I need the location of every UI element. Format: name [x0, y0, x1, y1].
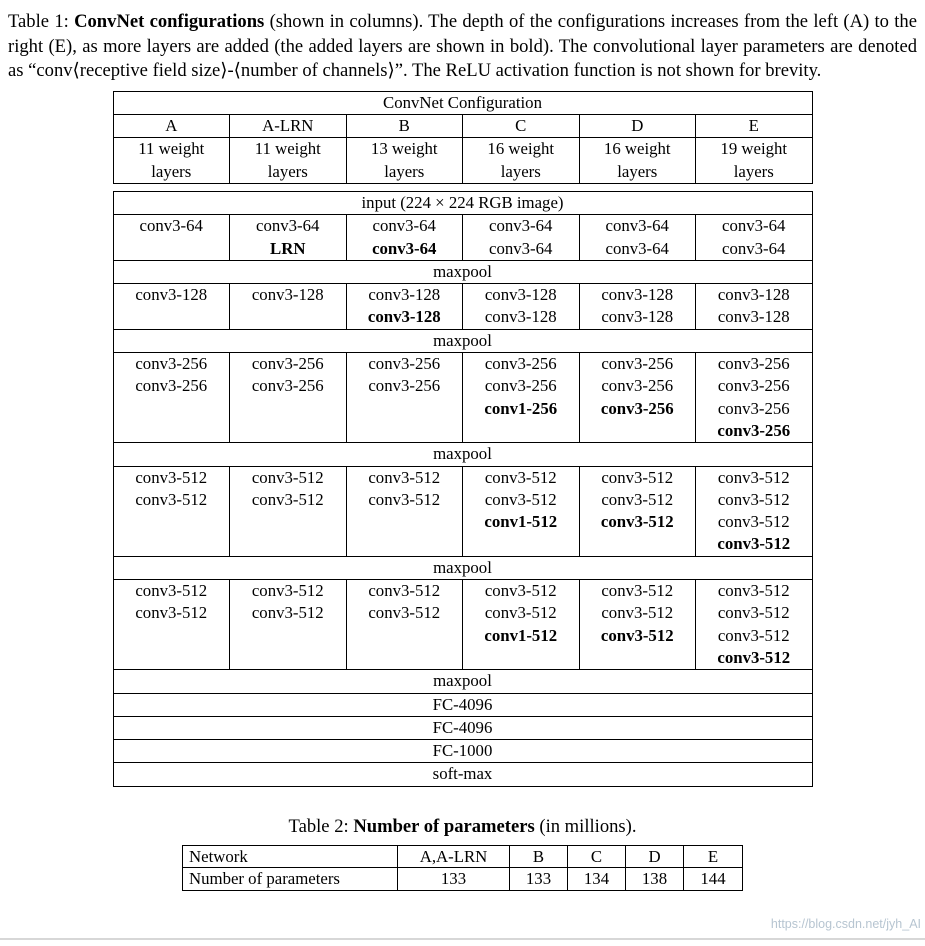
layer-entry: conv3-64 [722, 238, 786, 258]
config-name-e: E [696, 115, 813, 138]
maxpool-row [113, 260, 812, 283]
layer-entry: conv3-128 [601, 285, 674, 305]
table2-value: 134 [568, 868, 626, 890]
weight-layers-row [113, 138, 812, 184]
layer-entry: conv3-512 [601, 603, 674, 623]
layer-entry: conv3-512 [717, 581, 790, 601]
conv-block-row [113, 215, 812, 261]
conv-block-cell-b [346, 353, 463, 443]
conv-block-cell-a-lrn [230, 466, 347, 556]
maxpool-row [113, 443, 812, 466]
layer-entry: conv3-64 [256, 216, 320, 236]
weight-layers-line: 16 weight [603, 139, 671, 159]
layer-entry: conv3-256 [251, 376, 324, 396]
layer-entry: conv3-512 [600, 512, 674, 532]
layer-entry: conv3-256 [600, 398, 674, 418]
layer-entry: conv3-128 [367, 307, 441, 327]
config-name-a: A [113, 115, 230, 138]
layer-entry: conv3-64 [372, 216, 436, 236]
fc-4096-row [113, 716, 812, 739]
layer-entry: conv3-512 [484, 603, 557, 623]
layer-entry: conv3-512 [251, 489, 324, 509]
layer-entry: conv3-512 [717, 467, 790, 487]
layer-entry: conv3-512 [135, 489, 208, 509]
table1-caption [8, 10, 917, 84]
conv-block-cell-a [113, 353, 230, 443]
table2-caption-prefix: Table 2: [288, 815, 354, 837]
table1-caption-rest: (shown in columns). The depth of the configurations increases from the left (A) to the right (E), as more layers are added (the added layers are shown in bold). The convolutional layer parameters are denoted as “conv⟨receptive field size⟩-⟨number of channels⟩”. The ReLU activation function is not shown for brevity. [8, 11, 917, 82]
conv-block-row [113, 466, 812, 556]
layer-entry: conv3-512 [717, 512, 790, 532]
layer-entry: conv3-256 [601, 354, 674, 374]
weight-layers-a-lrn [230, 138, 347, 184]
conv-block-cell-e [696, 353, 813, 443]
table2-value: B [510, 845, 568, 867]
conv-block-cell-a-lrn [230, 580, 347, 670]
table2-value: 133 [510, 868, 568, 890]
fc-4096-row [113, 693, 812, 716]
maxpool-row [113, 670, 812, 693]
table1-caption-bold: ConvNet configurations [74, 11, 265, 32]
maxpool-cell: maxpool [113, 260, 812, 283]
layer-entry: conv3-512 [717, 603, 790, 623]
table2-value: 138 [626, 868, 684, 890]
weight-layers-b [346, 138, 463, 184]
table2 [182, 845, 743, 891]
layer-entry: conv3-64 [722, 216, 786, 236]
conv-block-cell-a [113, 580, 230, 670]
conv-block-cell-e [696, 580, 813, 670]
conv-block-cell-b [346, 215, 463, 261]
weight-layers-d [579, 138, 696, 184]
layer-entry: conv3-512 [368, 467, 441, 487]
conv-block-cell-a-lrn [230, 215, 347, 261]
conv-block-cell-c [463, 215, 580, 261]
table2-row [183, 868, 743, 890]
table2-label-number-of-parameters: Number of parameters [183, 868, 398, 890]
conv-block-cell-d [579, 215, 696, 261]
layer-entry: conv3-128 [251, 285, 324, 305]
layer-entry: conv3-512 [135, 603, 208, 623]
layer-entry: conv3-256 [368, 376, 441, 396]
layer-entry: conv3-128 [717, 307, 790, 327]
layer-entry: conv3-128 [717, 285, 790, 305]
layer-entry: conv3-512 [717, 489, 790, 509]
layer-entry: conv3-512 [135, 581, 208, 601]
layer-entry: conv3-64 [489, 238, 553, 258]
fc-1000-cell: FC-1000 [113, 740, 812, 763]
table2-value: C [568, 845, 626, 867]
soft-max-cell: soft-max [113, 763, 812, 786]
config-name-c: C [463, 115, 580, 138]
table2-value: 133 [398, 868, 510, 890]
bottom-divider [0, 938, 925, 940]
layer-entry: conv3-256 [717, 376, 790, 396]
layer-entry: conv3-512 [717, 625, 790, 645]
weight-layers-line: layers [733, 161, 774, 181]
table1-title: ConvNet Configuration [113, 91, 812, 114]
layer-entry: conv3-128 [601, 307, 674, 327]
layer-entry: conv3-256 [368, 354, 441, 374]
layer-entry: conv3-256 [251, 354, 324, 374]
layer-entry: conv3-512 [251, 581, 324, 601]
weight-layers-a [113, 138, 230, 184]
layer-entry: conv3-512 [484, 489, 557, 509]
layer-entry: conv3-512 [717, 534, 791, 554]
conv-block-cell-c [463, 353, 580, 443]
table1-title-row [113, 91, 812, 114]
layer-entry: conv3-64 [605, 238, 669, 258]
conv-block-cell-b [346, 580, 463, 670]
conv-block-cell-a-lrn [230, 353, 347, 443]
layer-entry: conv1-512 [484, 512, 558, 532]
layer-entry: conv3-256 [135, 354, 208, 374]
layer-entry: conv3-512 [484, 581, 557, 601]
maxpool-cell: maxpool [113, 556, 812, 579]
table2-value: A,A-LRN [398, 845, 510, 867]
layer-entry: conv3-128 [135, 285, 208, 305]
table2-label-network: Network [183, 845, 398, 867]
conv-block-cell-a [113, 215, 230, 261]
weight-layers-c [463, 138, 580, 184]
layer-entry: conv3-256 [717, 398, 790, 418]
conv-block-cell-e [696, 284, 813, 330]
table2-value: 144 [684, 868, 743, 890]
maxpool-cell: maxpool [113, 329, 812, 352]
layer-entry: conv3-256 [135, 376, 208, 396]
layer-entry: conv3-512 [484, 467, 557, 487]
conv-block-cell-e [696, 466, 813, 556]
layer-entry: conv3-128 [484, 285, 557, 305]
conv-block-cell-a-lrn [230, 284, 347, 330]
weight-layers-line: layers [151, 161, 192, 181]
layer-entry: conv3-512 [368, 581, 441, 601]
conv-block-row [113, 353, 812, 443]
layer-entry: conv3-256 [484, 376, 557, 396]
layer-entry: conv3-256 [717, 420, 791, 440]
conv-block-cell-a [113, 466, 230, 556]
layer-entry: conv3-512 [251, 603, 324, 623]
layer-entry: conv3-128 [368, 285, 441, 305]
input-224-224-rgb-image-row [113, 191, 812, 214]
table2-caption-bold: Number of parameters [353, 815, 535, 837]
conv-block-cell-c [463, 580, 580, 670]
weight-layers-e [696, 138, 813, 184]
table2-value: D [626, 845, 684, 867]
layer-entry: conv1-512 [484, 625, 558, 645]
table2-row [183, 845, 743, 867]
layer-entry: conv3-512 [251, 467, 324, 487]
layer-entry: conv3-512 [717, 647, 791, 667]
layer-entry: conv3-512 [135, 467, 208, 487]
input-224-224-rgb-image-cell: input (224 × 224 RGB image) [113, 191, 812, 214]
conv-block-cell-c [463, 284, 580, 330]
layer-entry: conv3-64 [372, 238, 437, 258]
config-name-d: D [579, 115, 696, 138]
layer-entry: conv3-512 [368, 603, 441, 623]
table2-caption [0, 815, 925, 839]
conv-block-row [113, 580, 812, 670]
weight-layers-line: layers [384, 161, 425, 181]
conv-block-cell-d [579, 466, 696, 556]
table1-caption-prefix: Table 1: [8, 11, 75, 32]
layer-entry: conv3-512 [600, 625, 674, 645]
conv-block-cell-c [463, 466, 580, 556]
conv-block-cell-e [696, 215, 813, 261]
weight-layers-line: 11 weight [254, 139, 321, 159]
layer-entry: conv3-512 [601, 581, 674, 601]
layer-entry: conv3-256 [601, 376, 674, 396]
config-name-b: B [346, 115, 463, 138]
table2-value: E [684, 845, 743, 867]
conv-block-cell-d [579, 284, 696, 330]
config-name-a-lrn: A-LRN [230, 115, 347, 138]
layer-entry: conv3-64 [605, 216, 669, 236]
layer-entry: LRN [270, 238, 306, 258]
layer-entry: conv3-512 [601, 467, 674, 487]
layer-entry: conv3-64 [139, 216, 203, 236]
soft-max-row [113, 763, 812, 786]
table2-caption-rest: (in millions). [534, 815, 637, 837]
weight-layers-line: 13 weight [370, 139, 438, 159]
watermark-url: https://blog.csdn.net/jyh_AI [770, 917, 921, 931]
table1-header-table [113, 91, 813, 184]
table1-body-table [113, 191, 813, 787]
layer-entry: conv3-512 [368, 489, 441, 509]
config-names-row [113, 115, 812, 138]
conv-block-row [113, 284, 812, 330]
layer-entry: conv3-64 [489, 216, 553, 236]
weight-layers-line: layers [500, 161, 541, 181]
conv-block-cell-a [113, 284, 230, 330]
weight-layers-line: layers [267, 161, 308, 181]
conv-block-cell-b [346, 466, 463, 556]
weight-layers-line: 19 weight [720, 139, 788, 159]
conv-block-cell-b [346, 284, 463, 330]
maxpool-row [113, 329, 812, 352]
layer-entry: conv3-512 [601, 489, 674, 509]
fc-4096-cell: FC-4096 [113, 693, 812, 716]
conv-block-cell-d [579, 580, 696, 670]
weight-layers-line: 16 weight [487, 139, 555, 159]
weight-layers-line: layers [617, 161, 658, 181]
fc-1000-row [113, 740, 812, 763]
maxpool-cell: maxpool [113, 443, 812, 466]
maxpool-row [113, 556, 812, 579]
layer-entry: conv3-128 [484, 307, 557, 327]
conv-block-cell-d [579, 353, 696, 443]
maxpool-cell: maxpool [113, 670, 812, 693]
layer-entry: conv1-256 [484, 398, 558, 418]
fc-4096-cell: FC-4096 [113, 716, 812, 739]
weight-layers-line: 11 weight [138, 139, 205, 159]
layer-entry: conv3-256 [484, 354, 557, 374]
layer-entry: conv3-256 [717, 354, 790, 374]
